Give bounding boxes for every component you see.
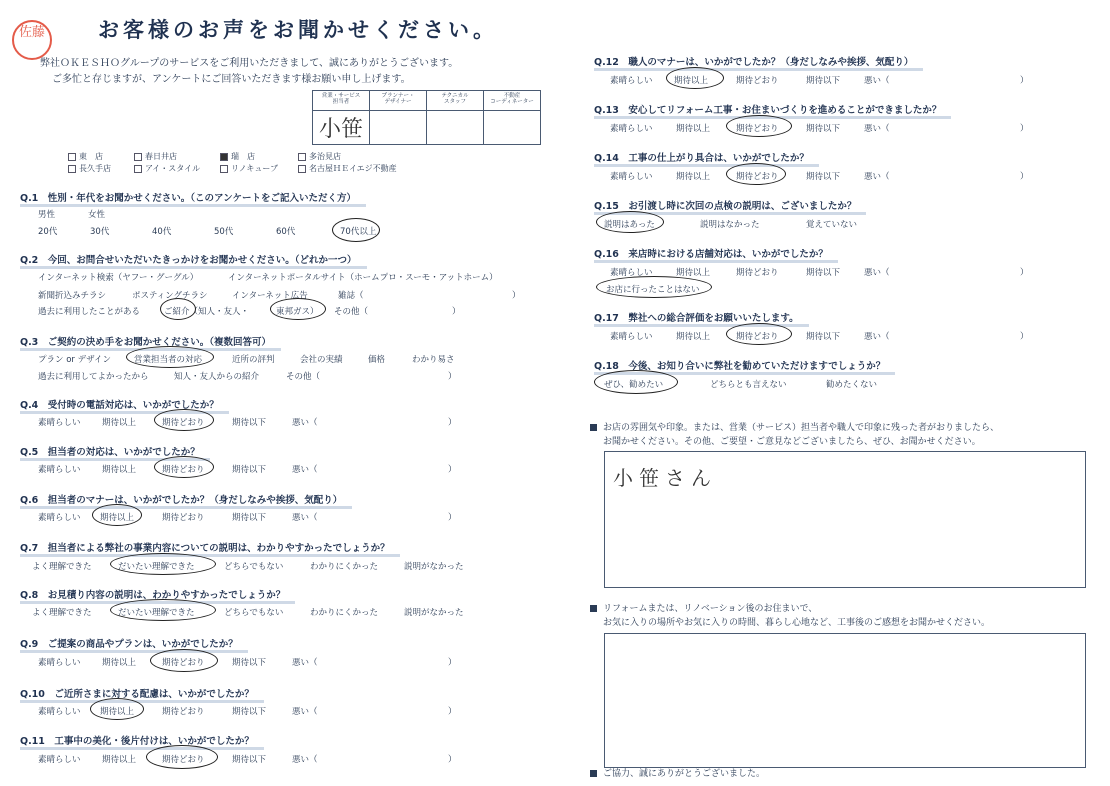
q17-paren: ） (1020, 332, 1029, 342)
q1-label: Q.1 性別・年代をお聞かせください。（このアンケートをご記入いただく方） (20, 190, 356, 204)
q3-option[interactable]: その他（ (286, 372, 321, 382)
checkbox-icon (298, 153, 306, 161)
q1-option-selected[interactable]: 70代以上 (340, 227, 377, 237)
answer-circle (154, 456, 214, 478)
q11-label: Q.11 工事中の美化・後片付けは、いかがでしたか？ (20, 733, 254, 747)
staff-cell-planner[interactable] (370, 111, 427, 145)
q8-option[interactable]: よく理解できた (32, 608, 92, 618)
checkbox-icon (220, 165, 228, 173)
q16-option[interactable]: 期待どおり (736, 268, 779, 278)
q7-option[interactable]: わかりにくかった (310, 562, 379, 572)
q14-option[interactable]: 素晴らしい (610, 172, 653, 182)
q1-option[interactable]: 60代 (276, 227, 296, 237)
q16-option[interactable]: 期待以上 (676, 268, 711, 278)
q10-option-selected[interactable]: 期待以上 (100, 707, 135, 717)
q2-option[interactable]: 新聞折込みチラシ (38, 291, 107, 301)
q1-option[interactable]: 20代 (38, 227, 58, 237)
q9-label: Q.9 ご提案の商品やプランは、いかがでしたか？ (20, 636, 238, 650)
store-option[interactable]: 春日井店 (134, 151, 177, 162)
q15-option[interactable]: 説明はなかった (700, 220, 760, 230)
q7-option-selected[interactable]: だいたい理解できた (118, 562, 195, 572)
q3-option-selected[interactable]: 営業担当者の対応 (134, 355, 203, 365)
q3-option[interactable]: 近所の評判 (232, 355, 275, 365)
q16-option[interactable]: 悪い（ (864, 268, 890, 278)
q7-option[interactable]: 説明がなかった (404, 562, 464, 572)
q8-option-selected[interactable]: だいたい理解できた (118, 608, 195, 618)
q1-option[interactable]: 40代 (152, 227, 172, 237)
answer-circle (110, 553, 216, 575)
q2-paren: ） (452, 307, 461, 317)
q3-option[interactable]: 価格 (368, 355, 386, 365)
q14-option[interactable]: 期待以上 (676, 172, 711, 182)
q9-option[interactable]: 期待以上 (102, 658, 137, 668)
q8-option[interactable]: 説明がなかった (404, 608, 464, 618)
q16-option[interactable]: 期待以下 (806, 268, 841, 278)
q2-option[interactable]: 過去に利用したことがある (38, 307, 141, 317)
q17-option[interactable]: 悪い（ (864, 332, 890, 342)
q5-option[interactable]: 素晴らしい (38, 465, 81, 475)
q16-paren: ） (1020, 268, 1029, 278)
q6-option[interactable]: 期待どおり (162, 513, 205, 523)
q1-option[interactable]: 女性 (88, 210, 106, 220)
q14-option-selected[interactable]: 期待どおり (736, 172, 779, 182)
comment1-answer-box[interactable] (604, 451, 1086, 588)
q5-option[interactable]: 期待以上 (102, 465, 137, 475)
q17-label: Q.17 弊社への総合評価をお願いいたします。 (594, 310, 799, 324)
store-option[interactable]: 長久手店 (68, 163, 111, 174)
answer-circle (594, 370, 678, 394)
q5-label: Q.5 担当者の対応は、いかがでしたか？ (20, 444, 200, 458)
q11-paren: ） (448, 755, 457, 765)
staff-header-sales: 営業・サービス 担当者 (313, 91, 370, 111)
q12-option[interactable]: 期待以下 (806, 76, 841, 86)
q10-option[interactable]: 期待どおり (162, 707, 205, 717)
answer-circle (126, 346, 214, 368)
q3-option[interactable]: 会社の実績 (300, 355, 343, 365)
answer-circle (666, 67, 724, 89)
q6-paren: ） (448, 513, 457, 523)
q11-option[interactable]: 悪い（ (292, 755, 318, 765)
checkbox-icon (68, 153, 76, 161)
q13-label: Q.13 安心してリフォーム工事・お住まいづくりを進めることができましたか？ (594, 102, 941, 116)
q4-option[interactable]: 悪い（ (292, 418, 318, 428)
answer-circle (146, 745, 218, 769)
q15-option-selected[interactable]: 説明はあった (604, 220, 655, 230)
q14-option[interactable]: 悪い（ (864, 172, 890, 182)
comment2-prompt: リフォームまたは、リノベーション後のお住まいで、 お気に入りの場所やお気に入りの時間、暮らし心地など、工事後のご感想をお聞かせください。 (590, 602, 990, 630)
q4-option[interactable]: 素晴らしい (38, 418, 81, 428)
q15-label: Q.15 お引渡し時に次回の点検の説明は、ございましたか？ (594, 198, 856, 212)
q17-option[interactable]: 素晴らしい (610, 332, 653, 342)
q2-option-detail: 東邦ガス） (276, 307, 319, 317)
answer-circle (596, 211, 664, 233)
answer-circle (726, 115, 792, 137)
q9-option[interactable]: 期待以下 (232, 658, 267, 668)
q13-option[interactable]: 素晴らしい (610, 124, 653, 134)
answer-circle (270, 298, 326, 320)
staff-header-planner: プランナー・ デザイナー (370, 91, 427, 111)
q18-label: Q.18 今後、お知り合いに弊社を勧めていただけますでしょうか？ (594, 358, 885, 372)
q3-option[interactable]: わかり易さ (412, 355, 455, 365)
intro-line-1: 弊社ＯＫＥＳＨＯグループのサービスをご利用いただきまして、誠にありがとうございます。 (40, 58, 459, 69)
q6-label: Q.6 担当者のマナーは、いかがでしたか？（身だしなみや挨拶、気配り） (20, 492, 342, 506)
store-option[interactable]: アイ・スタイル (134, 163, 200, 174)
q2-option[interactable]: その他（ (334, 307, 369, 317)
q12-option[interactable]: 悪い（ (864, 76, 890, 86)
seal-stamp: 佐藤 (12, 20, 52, 60)
staff-cell-technical[interactable] (427, 111, 484, 145)
checkbox-icon (68, 165, 76, 173)
q7-label: Q.7 担当者による弊社の事業内容についての説明は、わかりやすかったでしょうか？ (20, 540, 390, 554)
q9-option-selected[interactable]: 期待どおり (162, 658, 205, 668)
q12-option[interactable]: 素晴らしい (610, 76, 653, 86)
store-option[interactable]: リノキューブ (220, 163, 278, 174)
q13-option-selected[interactable]: 期待どおり (736, 124, 779, 134)
q12-option[interactable]: 期待どおり (736, 76, 779, 86)
store-option-checked[interactable]: 瑞 店 (220, 151, 255, 162)
answer-circle (92, 504, 142, 526)
q8-option[interactable]: どちらでもない (224, 608, 284, 618)
q16-option[interactable]: 素晴らしい (610, 268, 653, 278)
q14-label: Q.14 工事の仕上がり具合は、いかがでしたか？ (594, 150, 809, 164)
q8-option[interactable]: わかりにくかった (310, 608, 379, 618)
answer-circle (332, 218, 380, 242)
answer-circle (726, 163, 786, 185)
q13-option[interactable]: 期待以上 (676, 124, 711, 134)
q10-paren: ） (448, 707, 457, 717)
answer-circle (160, 298, 196, 320)
answer-circle (154, 409, 214, 431)
staff-table (312, 90, 541, 145)
q4-label: Q.4 受付時の電話対応は、いかがでしたか？ (20, 397, 219, 411)
q17-option[interactable]: 期待以下 (806, 332, 841, 342)
q4-option[interactable]: 期待以下 (232, 418, 267, 428)
q1-option[interactable]: 50代 (214, 227, 234, 237)
answer-circle (90, 698, 144, 720)
checkbox-icon (134, 153, 142, 161)
q3-option[interactable]: 過去に利用してよかったから (38, 372, 149, 382)
staff-cell-realestate[interactable] (484, 111, 541, 145)
intro-line-2: ご多忙と存じますが、アンケートにご回答いただきます様お願い申し上げます。 (52, 74, 411, 85)
q13-paren: ） (1020, 124, 1029, 134)
q7-option[interactable]: よく理解できた (32, 562, 92, 572)
q17-option-selected[interactable]: 期待どおり (736, 332, 779, 342)
q4-paren: ） (448, 418, 457, 428)
q5-option[interactable]: 悪い（ (292, 465, 318, 475)
store-option[interactable]: 東 店 (68, 151, 103, 162)
q5-paren: ） (448, 465, 457, 475)
checkbox-checked-icon (220, 153, 228, 161)
staff-cell-sales[interactable] (313, 111, 370, 145)
q11-option[interactable]: 期待以下 (232, 755, 267, 765)
q2-option[interactable]: インターネット広告 (232, 291, 308, 301)
q16-option-selected[interactable]: お店に行ったことはない (606, 285, 700, 295)
bullet-square-icon (590, 770, 597, 777)
q10-label: Q.10 ご近所さまに対する配慮は、いかがでしたか？ (20, 686, 254, 700)
q11-option-selected[interactable]: 期待どおり (162, 755, 205, 765)
q5-option[interactable]: 期待以下 (232, 465, 267, 475)
comment1-prompt: お店の雰囲気や印象。または、営業（サービス）担当者や職人で印象に残った者がおりましたら、 お聞かせください。その他、ご要望・ご意見などございましたら、ぜひ、お聞かせください。 (590, 421, 999, 449)
q10-option[interactable]: 悪い（ (292, 707, 318, 717)
answer-circle (150, 649, 218, 672)
q14-paren: ） (1020, 172, 1029, 182)
q4-option[interactable]: 期待以上 (102, 418, 137, 428)
q12-label: Q.12 職人のマナーは、いかがでしたか？（身だしなみや挨拶、気配り） (594, 54, 913, 68)
q6-option[interactable]: 素晴らしい (38, 513, 81, 523)
q17-option[interactable]: 期待以上 (676, 332, 711, 342)
q18-option[interactable]: 勧めたくない (826, 380, 878, 390)
q2-option[interactable]: インターネット検索（ヤフー・グーグル） (38, 273, 199, 283)
q12-paren: ） (1020, 76, 1029, 86)
q8-label: Q.8 お見積り内容の説明は、わかりやすかったでしょうか？ (20, 587, 285, 601)
q2-option[interactable]: インターネットポータルサイト（ホームプロ・スーモ・アットホーム） (228, 273, 498, 283)
store-option[interactable]: 名古屋ＨＥイエジ不動産 (298, 163, 397, 174)
q13-option[interactable]: 期待以下 (806, 124, 841, 134)
q4-option-selected[interactable]: 期待どおり (162, 418, 205, 428)
q11-option[interactable]: 期待以上 (102, 755, 137, 765)
answer-circle (110, 599, 216, 621)
q2-label: Q.2 今回、お問合せいただいたきっかけをお聞かせください。（どれか一つ） (20, 252, 357, 266)
q11-option[interactable]: 素晴らしい (38, 755, 81, 765)
q6-option-selected[interactable]: 期待以上 (100, 513, 135, 523)
q3-label: Q.3 ご契約の決め手をお聞かせください。（複数回答可） (20, 334, 271, 348)
q12-option-selected[interactable]: 期待以上 (674, 76, 709, 86)
staff-header-realestate: 不動産 コーディネーター (484, 91, 541, 111)
bullet-square-icon (590, 424, 597, 431)
q6-option[interactable]: 悪い（ (292, 513, 318, 523)
checkbox-icon (134, 165, 142, 173)
q9-option[interactable]: 素晴らしい (38, 658, 81, 668)
answer-circle (726, 323, 792, 345)
bullet-square-icon (590, 605, 597, 612)
q16-label: Q.16 来店時における店舗対応は、いかがでしたか？ (594, 246, 828, 260)
q6-option[interactable]: 期待以下 (232, 513, 267, 523)
q9-paren: ） (448, 658, 457, 668)
store-option[interactable]: 多治見店 (298, 151, 341, 162)
q13-option[interactable]: 悪い（ (864, 124, 890, 134)
q3-option[interactable]: プラン or デザイン (38, 355, 112, 365)
checkbox-icon (298, 165, 306, 173)
q10-option[interactable]: 期待以下 (232, 707, 267, 717)
q15-option[interactable]: 覚えていない (806, 220, 858, 230)
q2-option[interactable]: 雑誌（ (338, 291, 364, 301)
q2-option-selected[interactable]: ご紹介（知人・友人・ (164, 307, 250, 317)
answer-circle (596, 276, 712, 298)
q2-option[interactable]: ポスティングチラシ (132, 291, 208, 301)
q10-option[interactable]: 素晴らしい (38, 707, 81, 717)
q9-option[interactable]: 悪い（ (292, 658, 318, 668)
q18-option-selected[interactable]: ぜひ、勧めたい (604, 380, 664, 390)
comment2-answer-box[interactable] (604, 633, 1086, 768)
q5-option-selected[interactable]: 期待どおり (162, 465, 205, 475)
q2-paren: ） (512, 291, 521, 301)
staff-header-technical: テクニカル スタッフ (427, 91, 484, 111)
q7-option[interactable]: どちらでもない (224, 562, 284, 572)
handwritten-comment: 小笹さん (613, 466, 717, 490)
handwritten-staff-name: 小笹 (318, 117, 363, 142)
q3-option[interactable]: 知人・友人からの紹介 (174, 372, 260, 382)
q1-option[interactable]: 男性 (38, 210, 56, 220)
q18-option[interactable]: どちらとも言えない (710, 380, 787, 390)
q14-option[interactable]: 期待以下 (806, 172, 841, 182)
thanks-line: ご協力、誠にありがとうございました。 (590, 767, 765, 781)
q1-option[interactable]: 30代 (90, 227, 110, 237)
q3-paren: ） (448, 372, 457, 382)
page-title: お客様のお声をお聞かせください。 (98, 18, 498, 42)
